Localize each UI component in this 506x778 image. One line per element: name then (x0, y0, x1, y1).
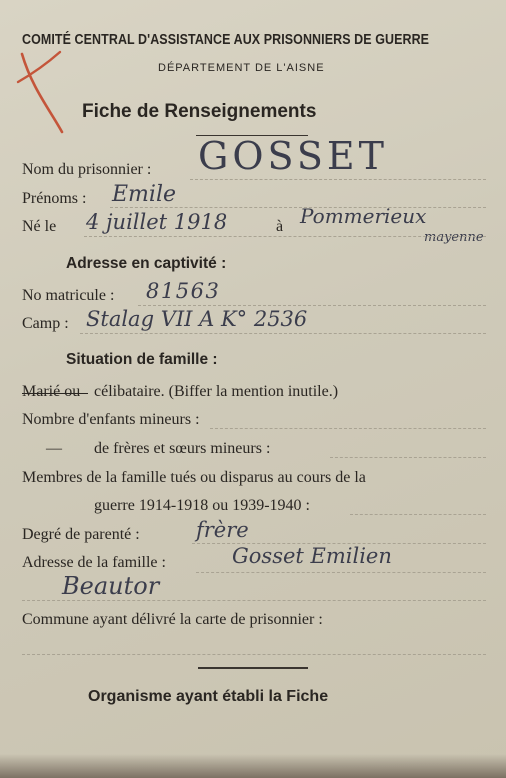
family-address-label: Adresse de la famille : (22, 554, 166, 571)
children-label: Nombre d'enfants mineurs : (22, 411, 200, 428)
matricule-value: 81563 (146, 279, 221, 303)
camp-line (80, 333, 486, 334)
red-pencil-mark-icon (14, 48, 74, 136)
relationship-value: frère (196, 518, 249, 542)
family-address-line1 (196, 572, 486, 573)
birth-place-value: Pommerieux (300, 204, 427, 228)
section-separator (198, 667, 308, 669)
issuing-commune-label: Commune ayant délivré la carte de prisonnier : (22, 611, 323, 628)
family-situation-heading: Situation de famille : (66, 351, 218, 368)
matricule-line (138, 305, 486, 306)
captivity-address-heading: Adresse en captivité : (66, 255, 227, 272)
married-option-label: Marié ou (22, 383, 81, 400)
siblings-line (330, 457, 486, 458)
organization-heading: COMITÉ CENTRAL D'ASSISTANCE AUX PRISONNIERS DE GUERRE (22, 32, 430, 48)
family-address-value-line1: Gosset Emilien (232, 544, 392, 568)
nom-label: Nom du prisonnier : (22, 161, 152, 178)
prenoms-line (110, 207, 486, 208)
department-heading: DÉPARTEMENT DE L'AISNE (158, 62, 325, 74)
siblings-label: de frères et sœurs mineurs : (94, 440, 271, 457)
family-address-line2 (22, 600, 486, 601)
relationship-label: Degré de parenté : (22, 526, 140, 543)
family-address-value-line2: Beautor (62, 572, 160, 600)
birth-region-value: mayenne (424, 230, 484, 245)
page-title: Fiche de Renseignements (82, 101, 317, 122)
issuing-commune-line (22, 654, 486, 655)
camp-label: Camp : (22, 315, 69, 332)
ne-a-label: à (276, 218, 284, 235)
issuing-organization-heading: Organisme ayant établi la Fiche (88, 688, 329, 705)
nom-value: GOSSET (198, 134, 388, 178)
family-casualties-label-line1: Membres de la famille tués ou disparus au cours de la (22, 469, 366, 486)
matricule-label: No matricule : (22, 287, 115, 304)
birth-date-value: 4 juillet 1918 (86, 210, 228, 234)
ne-line (84, 236, 486, 237)
nom-line (190, 179, 486, 180)
single-option-label: célibataire. (Biffer la mention inutile.) (94, 383, 339, 400)
children-line (210, 428, 486, 429)
ne-label: Né le (22, 218, 57, 235)
prenoms-label: Prénoms : (22, 190, 87, 207)
prenoms-value: Emile (112, 182, 177, 207)
family-casualties-label-line2: guerre 1914-1918 ou 1939-1940 : (94, 497, 310, 514)
married-strikethrough (22, 393, 88, 394)
siblings-dash: — (46, 440, 62, 457)
family-casualties-line (350, 514, 486, 515)
camp-value: Stalag VII A K° 2536 (86, 307, 308, 331)
